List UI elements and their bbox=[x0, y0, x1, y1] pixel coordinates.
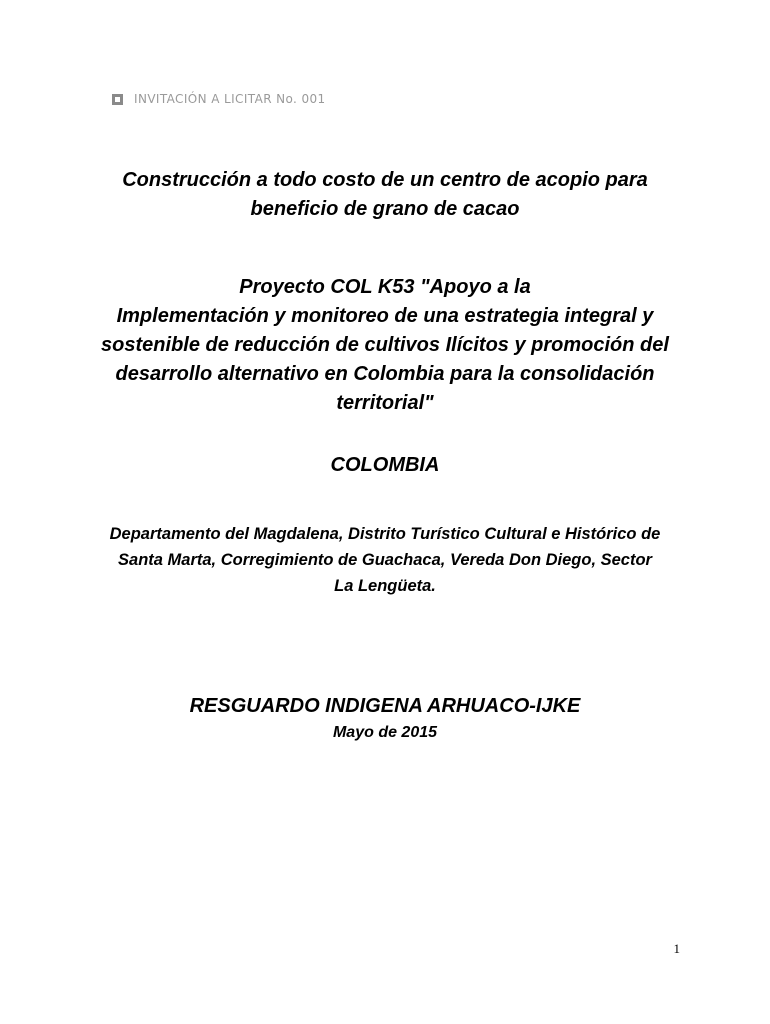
document-title: Construcción a todo costo de un centro de acopio para beneficio de grano de cacao bbox=[122, 169, 648, 220]
invitation-line bbox=[112, 92, 326, 106]
location-description: Departamento del Magdalena, Distrito Turístico Cultural e Histórico de Santa Marta, Corregimiento de Guachaca, Vereda Don Diego, Sector La Lengüeta. bbox=[109, 525, 661, 595]
page-number: 1 bbox=[673, 941, 680, 956]
document-date: Mayo de 2015 bbox=[332, 724, 438, 741]
invitation-label: INVITACIÓN A LICITAR No. 001 bbox=[134, 92, 326, 106]
organization-name: RESGUARDO INDIGENA ARHUACO-IJKE bbox=[189, 695, 581, 717]
country-heading: COLOMBIA bbox=[330, 454, 440, 476]
square-bullet-icon bbox=[112, 94, 123, 105]
project-description: Proyecto COL K53 "Apoyo a la Implementación y monitoreo de una estrategia integral y sostenible de reducción de cultivos Ilícitos y promoción del desarrollo alternativo en Colombia para la consolidación territorial" bbox=[101, 276, 669, 414]
